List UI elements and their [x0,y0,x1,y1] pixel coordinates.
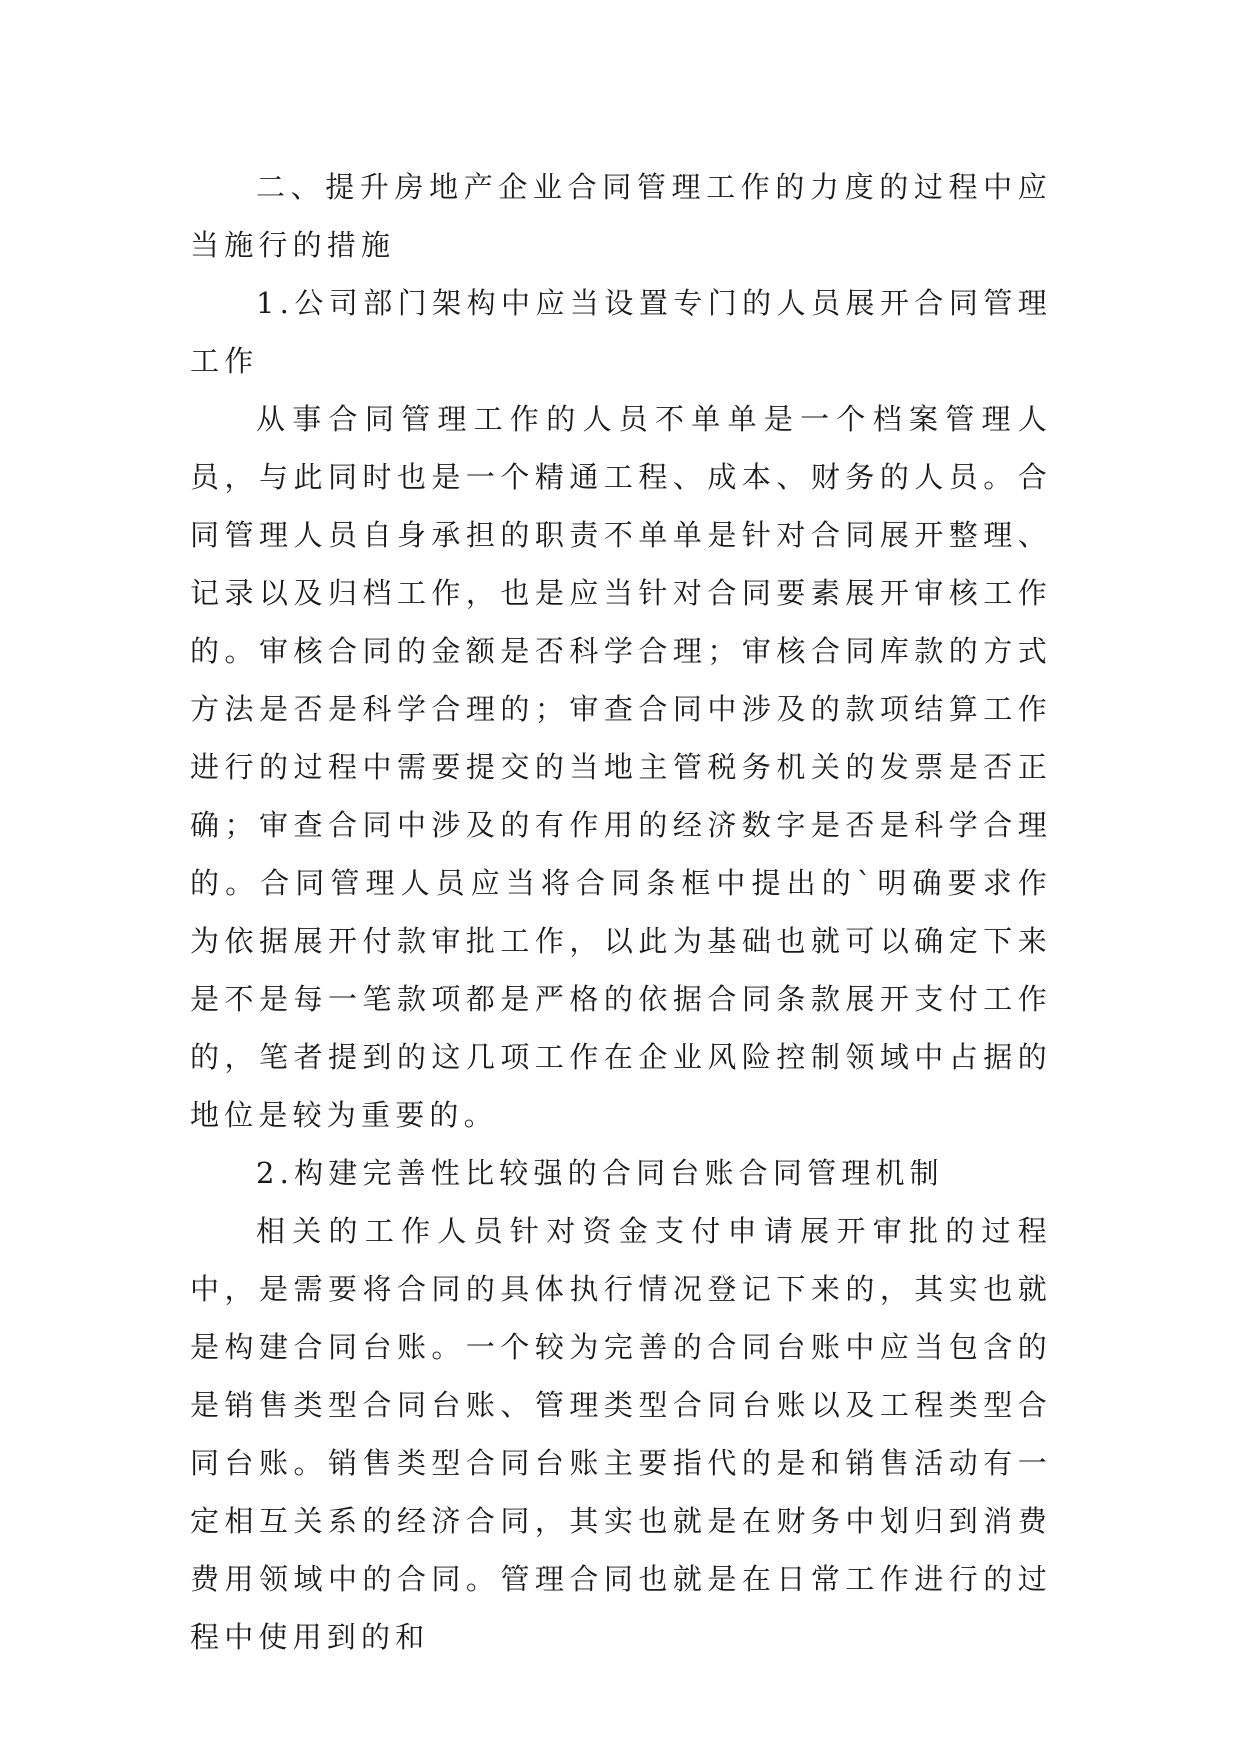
subsection-heading-1: 1.公司部门架构中应当设置专门的人员展开合同管理工作 [190,286,1052,378]
document-body [190,158,1052,1666]
subsection-heading-2: 2.构建完善性比较强的合同台账合同管理机制 [256,1156,944,1190]
section-heading: 二、提升房地产企业合同管理工作的力度的过程中应当施行的措施 [190,170,1052,262]
body-paragraph-1: 从事合同管理工作的人员不单单是一个档案管理人员，与此同时也是一个精通工程、成本、财务的人员。合同管理人员自身承担的职责不单单是针对合同展开整理、记录以及归档工作，也是应当针对合同要素展开审核工作的。审核合同的金额是否科学合理；审核合同库款的方式方法是否是科学合理的；审查合同中涉及的款项结算工作进行的过程中需要提交的当地主管税务机关的发票是否正确；审查合同中涉及的有作用的经济数字是否是科学合理的。合同管理人员应当将合同条框中提出的`明确要求作为依据展开付款审批工作，以此为基础也就可以确定下来是不是每一笔款项都是严格的依据合同条款展开支付工作的，笔者提到的这几项工作在企业风险控制领域中占据的地位是较为重要的。 [190,402,1052,1132]
body-paragraph-2: 相关的工作人员针对资金支付申请展开审批的过程中，是需要将合同的具体执行情况登记下来的，其实也就是构建合同台账。一个较为完善的合同台账中应当包含的是销售类型合同台账、管理类型合同台账以及工程类型合同台账。销售类型合同台账主要指代的是和销售活动有一定相互关系的经济合同，其实也就是在财务中划归到消费费用领域中的合同。管理合同也就是在日常工作进行的过程中使用到的和 [190,1214,1052,1654]
